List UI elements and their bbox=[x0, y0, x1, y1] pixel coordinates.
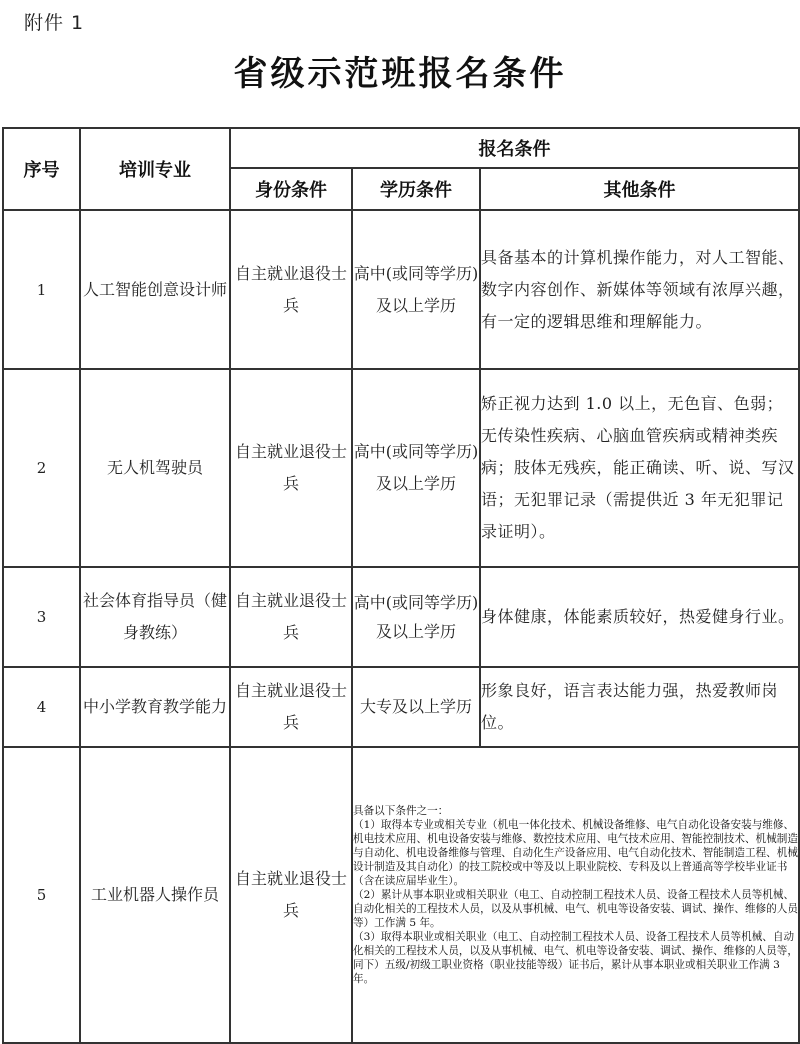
row-identity: 自主就业退役士兵 bbox=[230, 567, 352, 667]
row-major: 社会体育指导员（健身教练） bbox=[80, 567, 230, 667]
row-identity: 自主就业退役士兵 bbox=[230, 210, 352, 369]
condition-item-1: （1）取得本专业或相关专业（机电一体化技术、机械设备维修、电气自动化设备安装与维修、机电技术应用、机电设备安装与维修、数控技术应用、电气技术应用、智能控制技术、机械制造与自动化、机电设备维修与管理、自动化生产设备应用、电气自动化技术、智能制造工程、机械设计制造及其自动化）的技工院校或中等及以上职业院校、专科及以上普通高等学校毕业证书（含在读应届毕业生）。 bbox=[353, 819, 798, 887]
row-education: 高中(或同等学历)及以上学历 bbox=[352, 369, 480, 567]
table-row bbox=[3, 210, 799, 369]
row-other: 身体健康，体能素质较好，热爱健身行业。 bbox=[480, 567, 799, 667]
condition-item-2: （2）累计从事本职业或相关职业（电工、自动控制工程技术人员、设备工程技术人员等机械、自动化相关的工程技术人员，以及从事机械、电气、机电等设备安装、调试、操作、维修的人员等）工作满 5 年。 bbox=[353, 889, 798, 929]
row-education: 高中(或同等学历)及以上学历 bbox=[352, 567, 480, 667]
row-index: 3 bbox=[3, 567, 80, 667]
row-index: 5 bbox=[3, 747, 80, 1043]
conditions-intro: 具备以下条件之一： bbox=[353, 805, 449, 817]
header-index: 序号 bbox=[3, 128, 80, 210]
row-other: 矫正视力达到 1.0 以上，无色盲、色弱；无传染性疾病、心脑血管疾病或精神类疾病；肢体无残疾，能正确读、听、说、写汉语；无犯罪记录（需提供近 3 年无犯罪记录证明）。 bbox=[480, 369, 799, 567]
header-other: 其他条件 bbox=[480, 168, 799, 210]
table-row bbox=[3, 567, 799, 667]
row-index: 2 bbox=[3, 369, 80, 567]
row-index: 4 bbox=[3, 667, 80, 747]
row-major: 人工智能创意设计师 bbox=[80, 210, 230, 369]
header-education: 学历条件 bbox=[352, 168, 480, 210]
row-index: 1 bbox=[3, 210, 80, 369]
row-identity: 自主就业退役士兵 bbox=[230, 747, 352, 1043]
row-combined-conditions bbox=[352, 747, 799, 1043]
row-identity: 自主就业退役士兵 bbox=[230, 667, 352, 747]
row-major: 无人机驾驶员 bbox=[80, 369, 230, 567]
header-major: 培训专业 bbox=[80, 128, 230, 210]
row-major: 工业机器人操作员 bbox=[80, 747, 230, 1043]
attachment-label: 附件 1 bbox=[24, 12, 85, 34]
header-row-top bbox=[3, 128, 799, 168]
row-identity: 自主就业退役士兵 bbox=[230, 369, 352, 567]
requirements-table bbox=[2, 127, 800, 1044]
table-row bbox=[3, 369, 799, 567]
row-major: 中小学教育教学能力 bbox=[80, 667, 230, 747]
header-requirements: 报名条件 bbox=[230, 128, 799, 168]
table-row bbox=[3, 747, 799, 1043]
row-education: 高中(或同等学历)及以上学历 bbox=[352, 210, 480, 369]
header-identity: 身份条件 bbox=[230, 168, 352, 210]
table-row bbox=[3, 667, 799, 747]
row-other: 形象良好，语言表达能力强，热爱教师岗位。 bbox=[480, 667, 799, 747]
row-education: 大专及以上学历 bbox=[352, 667, 480, 747]
row-other: 具备基本的计算机操作能力，对人工智能、数字内容创作、新媒体等领域有浓厚兴趣，有一定的逻辑思维和理解能力。 bbox=[480, 210, 799, 369]
document-title: 省级示范班报名条件 bbox=[233, 54, 567, 94]
condition-item-3: （3）取得本职业或相关职业（电工、自动控制工程技术人员、设备工程技术人员等机械、自动化相关的工程技术人员，以及从事机械、电气、机电等设备安装、调试、操作、维修的人员等，同下）五级/初级工职业资格（职业技能等级）证书后，累计从事本职业或相关职业工作满 3 年。 bbox=[353, 931, 798, 985]
